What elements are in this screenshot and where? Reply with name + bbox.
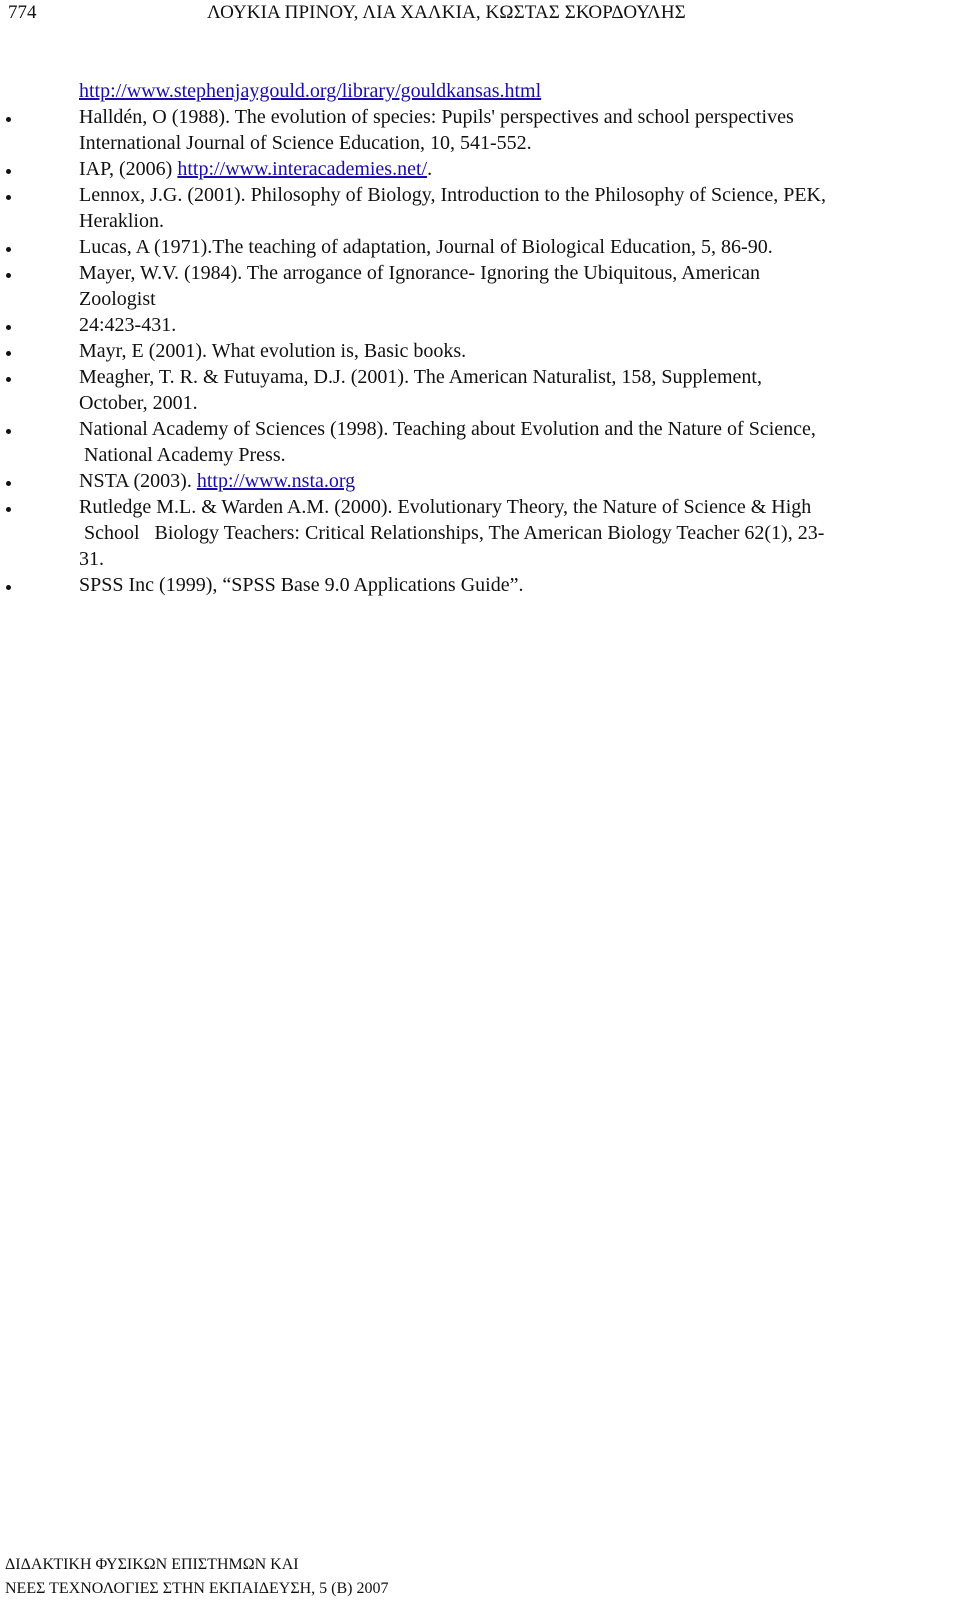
reference-lennox-line-1: Lennox, J.G. (2001). Philosophy of Biology, Introduction to the Philosophy of Science, PEK,	[79, 184, 826, 206]
footer-line-1: ΔΙΔΑΚΤΙΚΗ ΦΥΣΙΚΩΝ ΕΠΙΣΤΗΜΩΝ ΚΑΙ	[5, 1556, 299, 1573]
bullet-icon	[6, 247, 11, 252]
reference-hallden-line-2: International Journal of Science Education, 10, 541-552.	[79, 132, 532, 154]
reference-mayer-line-1: Mayer, W.V. (1984). The arrogance of Ignorance- Ignoring the Ubiquitous, American	[79, 262, 761, 284]
reference-lennox-line-2: Heraklion.	[79, 210, 164, 232]
bullet-icon	[6, 585, 11, 590]
reference-spss-line: SPSS Inc (1999), “SPSS Base 9.0 Applications Guide”.	[79, 574, 524, 596]
footer-line-2: ΝΕΕΣ ΤΕΧΝΟΛΟΓΙΕΣ ΣΤΗΝ ΕΚΠΑΙΔΕΥΣΗ, 5 (Β) 2007	[5, 1580, 389, 1597]
iap-text: IAP, (2006)	[79, 158, 178, 180]
bullet-icon	[6, 377, 11, 382]
bullet-icon	[6, 481, 11, 486]
gould-kansas-link[interactable]: http://www.stephenjaygould.org/library/gouldkansas.html	[79, 80, 542, 102]
reference-rutledge-line-1: Rutledge M.L. & Warden A.M. (2000). Evolutionary Theory, the Nature of Science & High	[79, 496, 812, 518]
bullet-icon	[6, 117, 11, 122]
reference-nas-line-1: National Academy of Sciences (1998). Teaching about Evolution and the Nature of Science,	[79, 418, 816, 440]
interacademies-link[interactable]: http://www.interacademies.net/	[177, 158, 428, 180]
bullet-icon	[6, 429, 11, 434]
reference-mayer-line-3: 24:423-431.	[79, 314, 177, 336]
reference-mayr-line: Mayr, E (2001). What evolution is, Basic books.	[79, 340, 467, 362]
page-footer	[5, 1553, 389, 1601]
running-head: ΛΟΥΚΙΑ ΠΡΙΝΟΥ, ΛΙΑ ΧΑΛΚΙΑ, ΚΩΣΤΑΣ ΣΚΟΡΔΟΥΛΗΣ	[207, 2, 686, 23]
bullet-icon	[6, 351, 11, 356]
reference-iap-line	[79, 156, 432, 182]
reference-meagher-line-1: Meagher, T. R. & Futuyama, D.J. (2001). The American Naturalist, 158, Supplement,	[79, 366, 762, 388]
reference-mayer-line-2: Zoologist	[79, 288, 156, 310]
reference-rutledge-line-2: School Biology Teachers: Critical Relationships, The American Biology Teacher 62(1), 23-	[84, 522, 825, 544]
reference-lucas-line: Lucas, A (1971).The teaching of adaptation, Journal of Biological Education, 5, 86-90.	[79, 236, 773, 258]
nsta-link[interactable]: http://www.nsta.org	[196, 470, 356, 492]
page-header	[0, 0, 960, 28]
reference-meagher-line-2: October, 2001.	[79, 392, 198, 414]
reference-hallden-line-1: Halldén, O (1988). The evolution of species: Pupils' perspectives and school perspectives	[79, 106, 794, 128]
bullet-icon	[6, 195, 11, 200]
bullet-icon	[6, 325, 11, 330]
reference-nas-line-2: National Academy Press.	[84, 444, 286, 466]
nsta-text: NSTA (2003).	[79, 470, 197, 492]
bullet-icon	[6, 507, 11, 512]
page-number: 774	[8, 2, 37, 23]
bullet-icon	[6, 273, 11, 278]
iap-suffix: .	[427, 158, 433, 180]
bullet-icon	[6, 169, 11, 174]
reference-gould-url-line	[79, 78, 541, 104]
reference-rutledge-line-3: 31.	[79, 548, 104, 570]
reference-nsta-line	[79, 468, 355, 494]
